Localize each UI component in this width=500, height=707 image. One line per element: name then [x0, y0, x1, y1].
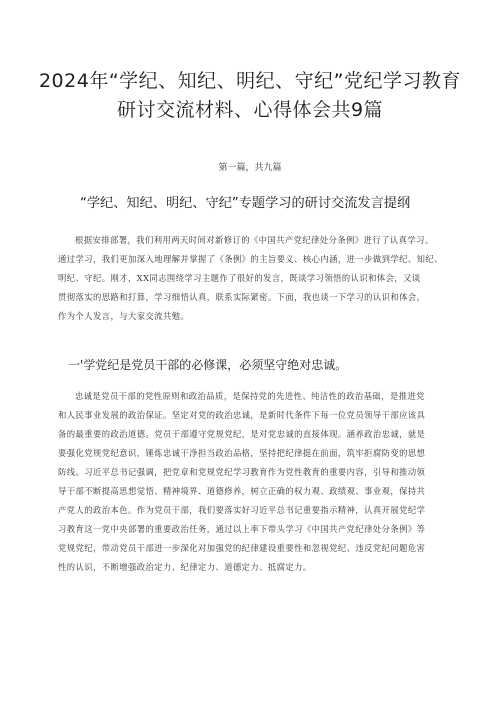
- paragraph-line: 备的最重要的政治道德。党员干部遵守党规党纪，是对党忠诚的直接体现。涵养政治忠诚，就是: [58, 429, 426, 439]
- paragraph-line: 产党人的政治本色。作为党员干部，我们要落实好习近平总书记重要指示精神，认真开展党纪学: [58, 505, 426, 515]
- intro-paragraph: [58, 231, 472, 326]
- article-heading: “学纪、知纪、明纪、守纪”专题学习的研讨交流发言提纲: [80, 196, 411, 211]
- body-paragraph: [58, 387, 472, 577]
- paragraph-line: 防线。习近平总书记强调，把党章和党规党纪学习教育作为党性教育的重要内容，引导和推动领: [58, 467, 426, 477]
- paragraph-line: 贯彻落实的思路和打算，学习细悟认真，联系实际紧密。下面，我也谈一下学习的认识和体会，: [58, 292, 426, 302]
- paragraph-line: 性的认识，不断增强政治定力、纪律定力、道德定力、抵腐定力。: [58, 562, 312, 572]
- paragraph-line: 要强化党规党纪意识，锤炼忠诚干净担当政治品格，坚持把纪律挺在前面，筑牢拒腐防变的思想: [58, 448, 426, 458]
- paragraph-line: 导干部不断提高思想觉悟、精神境界、道德修养，树立正确的权力观、政绩观、事业观，保持共: [58, 486, 426, 496]
- paragraph-line: 习教育这一党中央部署的重要政治任务，通过以上率下带头学习《中国共产党纪律处分条例》等: [58, 524, 426, 534]
- paragraph-line: 明纪、守纪。刚才，XX同志围绕学习主题作了很好的发言，既谈学习领悟的认识和体会，又谈: [58, 273, 421, 283]
- document-title-line-1: 2024年“学纪、知纪、明纪、守纪”党纪学习教育: [38, 70, 462, 92]
- document-title-line-2: 研讨交流材料、心得体会共9篇: [116, 99, 384, 121]
- article-number-subtitle: 第一篇，共九篇: [218, 163, 282, 173]
- paragraph-line: 通过学习，我们更加深入地理解并掌握了《条例》的主旨要义、核心内涵，进一步做到学纪、知纪、: [58, 254, 443, 264]
- paragraph-line: 和人民事业发展的政治保证。坚定对党的政治忠诚，是新时代条件下每一位党员领导干部应该具: [58, 410, 426, 420]
- paragraph-line: 根据安排部署，我们利用两天时间对新修订的《中国共产党纪律处分条例》进行了认真学习。: [75, 235, 434, 245]
- paragraph-line: 党规党纪，带动党员干部进一步深化对加强党的纪律建设重要性和忽视党纪、违反党纪问题危害: [58, 543, 426, 553]
- section-heading: 一'学党纪是党员干部的必修课，必须坚守绝对忠诚。: [68, 358, 348, 372]
- paragraph-line: 忠诚是党员干部的党性原则和政治品质，是保持党的先进性、纯洁性的政治基础，是推进党: [75, 391, 425, 401]
- paragraph-line: 作为个人发言，与大家交流共勉。: [58, 311, 190, 321]
